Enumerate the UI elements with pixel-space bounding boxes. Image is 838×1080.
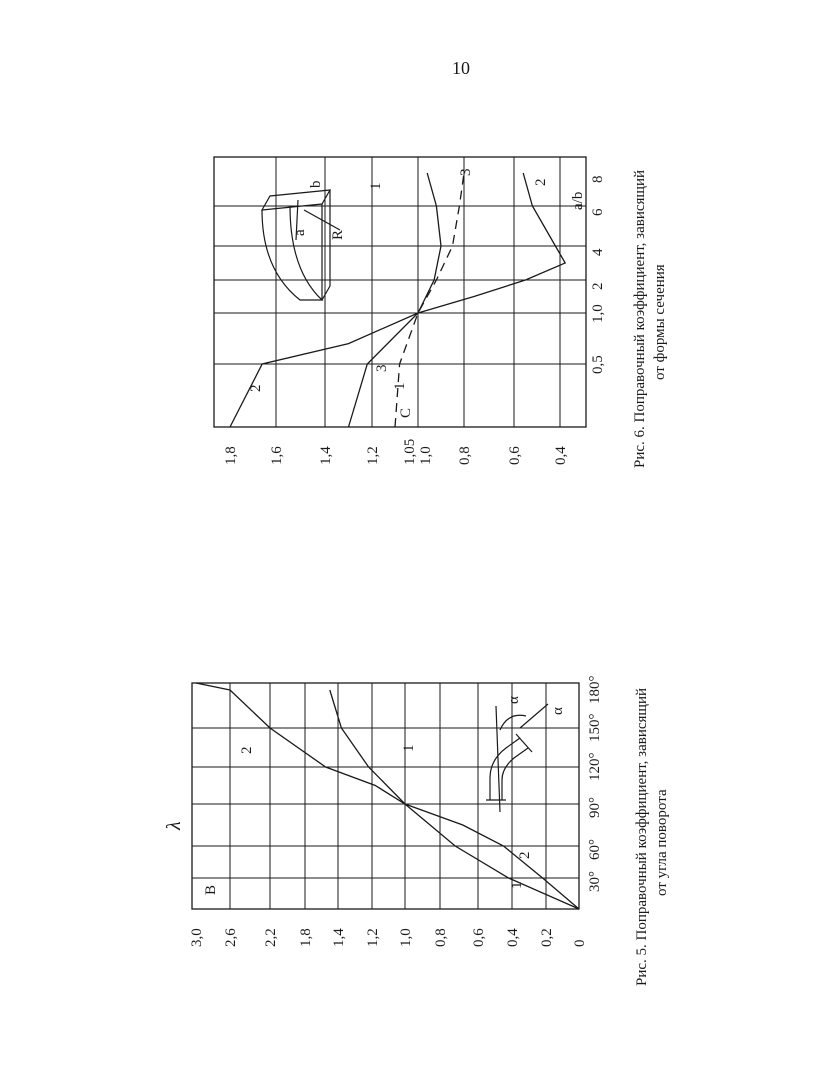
fig5-series-label-2: 2: [239, 746, 255, 754]
fig6-y-tick-label-7: 1,6: [269, 446, 285, 465]
fig5-x-tick-label-3: 120°: [587, 752, 603, 781]
fig6-x-ticks: [590, 176, 606, 375]
fig5-frame: [192, 683, 579, 909]
fig6-y-tick-label-2: 0,8: [457, 446, 473, 465]
fig5-y-tick-label-1: 0,2: [539, 928, 555, 947]
fig6-section-inset: [262, 181, 346, 301]
fig5-series-label-1: 2: [517, 851, 533, 859]
fig6-curves: [230, 169, 565, 428]
figure-6: [214, 157, 668, 468]
fig6-caption-line-1: Рис. 6. Поправочный коэффициент, зависящий: [632, 169, 648, 468]
fig6-x-tick-label-4: 6: [590, 208, 606, 216]
fig5-y-tick-label-7: 1,4: [331, 928, 347, 947]
fig5-y-tick-label-11: 3,0: [189, 928, 205, 947]
fig6-panel-letter: C: [398, 407, 414, 418]
fig5-series-label-0: 1: [509, 881, 525, 889]
fig5-curves: [196, 683, 579, 909]
fig5-y-tick-label-9: 2,2: [263, 928, 279, 947]
fig6-y-tick-label-1: 0,6: [507, 446, 523, 465]
fig6-series-label-3: 1: [368, 182, 384, 190]
fig5-y-tick-label-2: 0,4: [505, 928, 521, 947]
fig5-caption-line-2: от угла поворота: [654, 789, 670, 896]
fig5-y-axis-label: λ: [163, 821, 185, 830]
fig6-caption: [632, 170, 668, 468]
fig5-bend-inset: [486, 696, 548, 812]
fig5-x-axis-label: α: [550, 707, 566, 715]
fig6-y-tick-label-3: 1,0: [418, 446, 434, 465]
fig6-y-tick-label-5: 1,2: [365, 446, 381, 465]
fig6-y-tick-label-4: 1,05: [402, 438, 418, 465]
fig6-x-axis-label: a/b: [570, 191, 586, 210]
fig5-caption-line-1: Рис. 5. Поправочный коэффициент, зависящий: [634, 687, 650, 986]
fig6-series-label-1: 1: [392, 382, 408, 390]
fig5-y-tick-label-6: 1,2: [365, 928, 381, 947]
fig6-inset-b: b: [308, 180, 324, 188]
fig6-caption-line-2: от формы сечения: [652, 264, 668, 380]
fig5-y-tick-label-10: 2,6: [223, 928, 239, 947]
fig5-panel-letter: B: [203, 884, 219, 895]
fig6-y-ticks: [223, 439, 569, 465]
fig6-x-tick-label-2: 2: [590, 282, 606, 290]
fig6-inset-a: a: [292, 229, 308, 236]
fig6-series-label-2: 3: [374, 364, 390, 372]
fig6-series-label-4: 3: [458, 168, 474, 176]
fig5-y-tick-label-4: 0,8: [433, 928, 449, 947]
fig6-inset-r: R: [330, 229, 346, 240]
fig6-y-tick-label-6: 1,4: [318, 446, 334, 465]
fig5-series-2-line: [196, 683, 579, 909]
fig5-x-tick-label-2: 90°: [587, 797, 603, 818]
fig5-y-tick-label-5: 1,0: [398, 928, 414, 947]
fig5-caption: [634, 688, 670, 986]
fig6-y-tick-label-8: 1,8: [223, 446, 239, 465]
fig5-y-tick-label-8: 1,8: [298, 928, 314, 947]
fig5-inset-alpha: α: [506, 696, 522, 704]
fig5-x-tick-label-5: 180°: [587, 675, 603, 704]
fig5-series-label-3: 1: [401, 744, 417, 752]
fig5-x-ticks: [587, 676, 603, 893]
fig5-x-tick-label-0: 30°: [587, 871, 603, 892]
fig6-x-tick-label-3: 4: [590, 248, 606, 256]
fig6-x-tick-label-5: 8: [590, 175, 606, 183]
fig5-y-tick-label-3: 0,6: [471, 928, 487, 947]
fig6-series-label-5: 2: [533, 178, 549, 186]
fig6-series-label-0: 2: [248, 384, 264, 392]
fig6-x-tick-label-0: 0,5: [590, 355, 606, 374]
fig6-y-tick-label-0: 0,4: [553, 446, 569, 465]
fig5-x-tick-label-1: 60°: [587, 839, 603, 860]
fig5-series-1-line: [330, 690, 579, 909]
fig5-y-tick-label-0: 0: [572, 939, 588, 947]
figure-5: [163, 676, 670, 987]
fig5-grid: [192, 683, 579, 909]
fig5-x-tick-label-4: 150°: [587, 713, 603, 742]
fig5-y-ticks: [189, 928, 588, 947]
page-number: 10: [452, 58, 470, 78]
fig6-x-tick-label-1: 1,0: [590, 304, 606, 323]
